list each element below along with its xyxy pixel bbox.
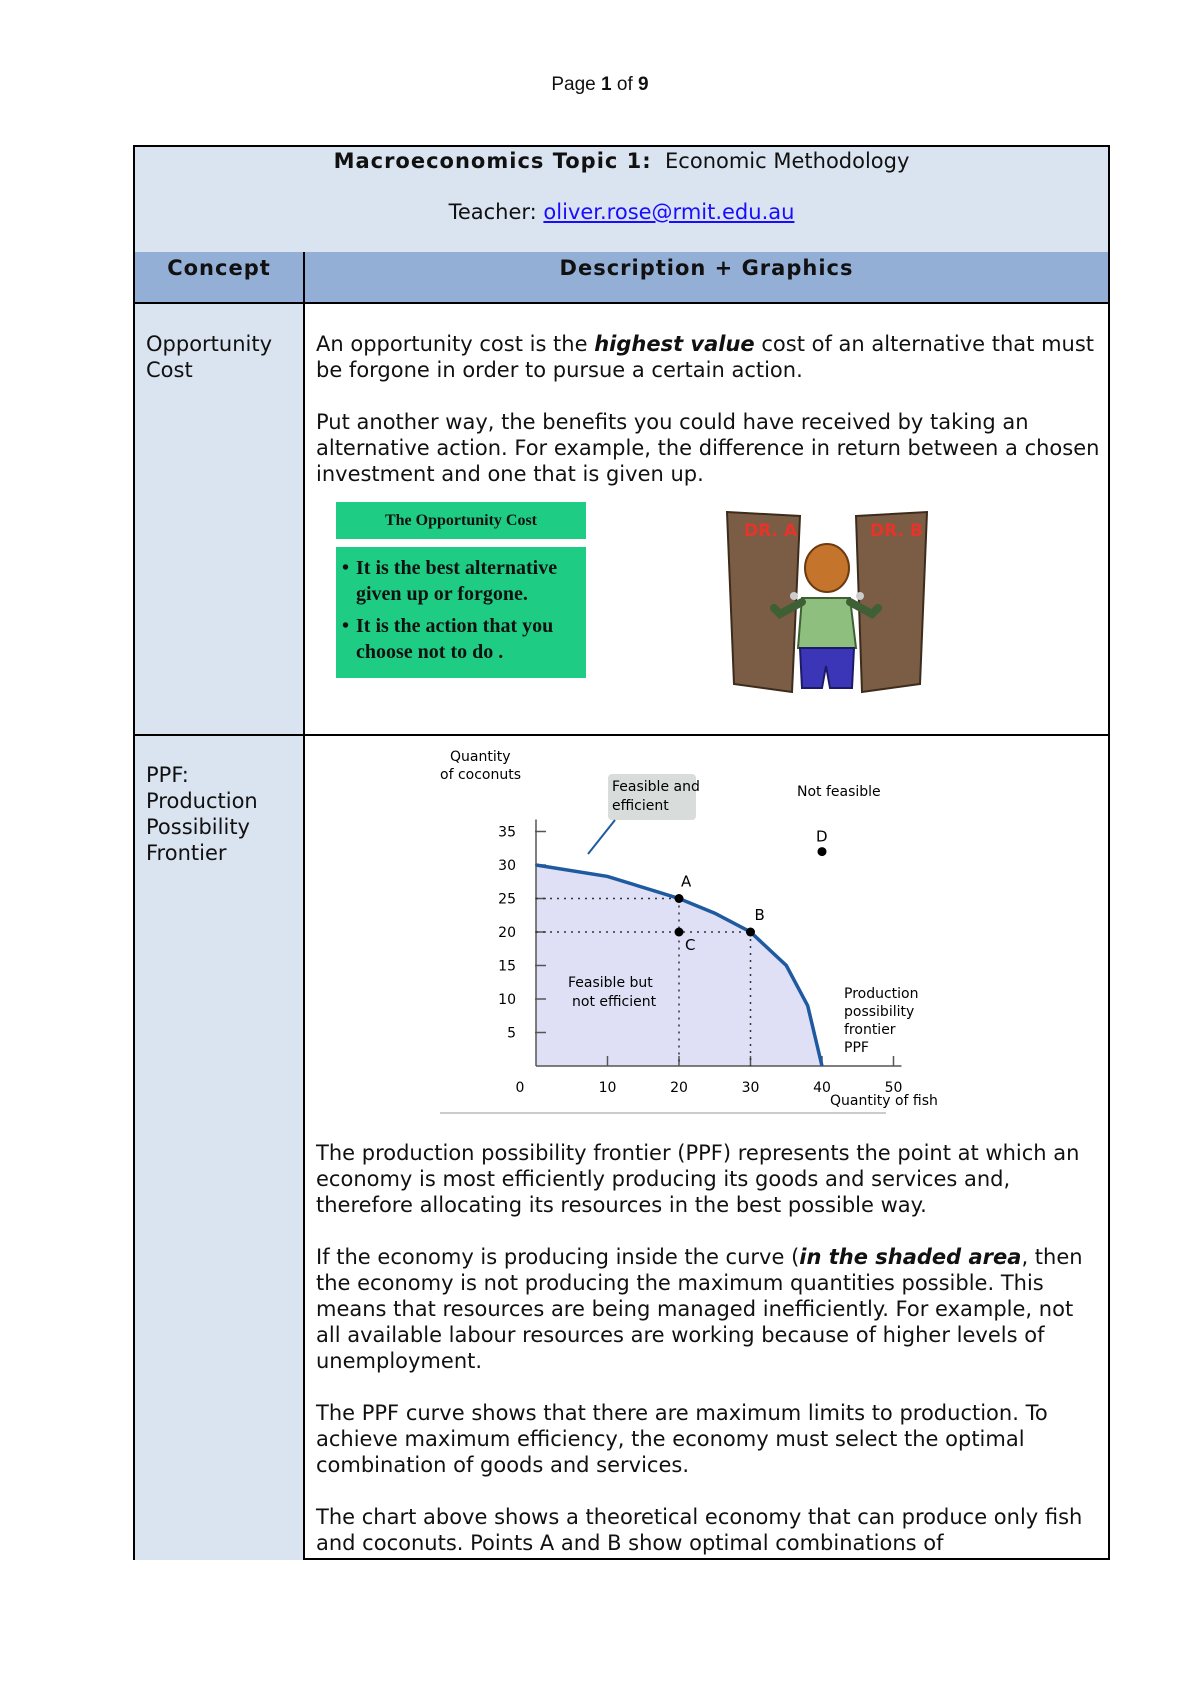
ppf-label-2: possibility [844, 1004, 915, 1020]
y-tick-label: 10 [498, 992, 516, 1008]
y-tick-label: 35 [498, 824, 516, 841]
point-b [746, 928, 755, 937]
description-opportunity-cost [316, 331, 1101, 513]
opportunity-cost-graphic-title: The Opportunity Cost [336, 502, 586, 539]
description-ppf [316, 1140, 1101, 1582]
x-tick-label: 50 [884, 1080, 903, 1096]
feasible-not-efficient-text-1: Feasible but [568, 975, 653, 991]
x-tick-label: 40 [813, 1080, 831, 1096]
y-tick-label: 20 [498, 925, 516, 941]
person-head [805, 544, 849, 592]
x-tick-label: 10 [598, 1080, 617, 1096]
concept-ppf: PPF: Production Possibility Frontier [146, 763, 258, 865]
opportunity-cost-graphic-body [336, 547, 586, 678]
x-tick-label: 30 [741, 1080, 760, 1096]
y-axis-label-line2: of coconuts [440, 767, 521, 783]
person-pants [800, 648, 854, 688]
opportunity-cost-definition: An opportunity cost is the highest value cost of an alternative that must be forgone in order to pursue a certain action. [316, 332, 1095, 382]
column-header-concept: Concept [135, 252, 303, 304]
feasible-efficient-text-1: Feasible and [612, 779, 700, 795]
ppf-definition: The production possibility frontier (PPF) represents the point at which an economy is most efficiently producing its goods and services and, therefore allocating its resources in the best possible way. [316, 1141, 1080, 1217]
concept-opportunity-cost: Opportunity Cost [146, 332, 273, 382]
row-divider [135, 734, 1108, 736]
point-label-c: C [685, 936, 696, 954]
ppf-label-4: PPF [844, 1040, 869, 1056]
not-feasible-label: Not feasible [797, 784, 881, 800]
door-a-label-dr: DR. A [744, 521, 798, 541]
y-tick-label: 30 [498, 858, 516, 874]
feasible-not-efficient-text-2: not efficient [572, 994, 657, 1010]
x-tick-label: 20 [670, 1080, 688, 1096]
y-tick-label: 25 [498, 891, 516, 908]
x-axis-label: Quantity of fish [830, 1093, 938, 1109]
column-divider [303, 252, 305, 1560]
concept-column-shading [135, 304, 303, 1560]
y-tick-label: 15 [498, 958, 516, 975]
y-tick-label: 5 [507, 1025, 516, 1042]
doctor-doors-cartoon [722, 506, 942, 696]
opportunity-cost-example: Put another way, the benefits you could have received by taking an alternative action. For example, the difference in return between a chosen investment and one that is given up. [316, 410, 1100, 486]
table-header [135, 147, 1108, 254]
point-label-a: A [681, 872, 692, 891]
x-tick-label: 0 [515, 1080, 525, 1096]
ppf-chart-explanation: The chart above shows a theoretical economy that can produce only fish and coconuts. Points A and B show optimal combinations of [316, 1505, 1083, 1555]
ppf-inefficiency: If the economy is producing inside the curve (in the shaded area, then the economy is not producing the maximum quantities possible. This means that resources are being managed inefficiently. For example, not all available labour resources are working because of higher levels of unemployment. [316, 1245, 1083, 1373]
teacher-email-link[interactable]: oliver.rose@rmit.edu.au [543, 200, 795, 224]
teacher-line: Teacher: oliver.rose@rmit.edu.au [448, 200, 795, 224]
point-d [818, 847, 827, 856]
topic-title: Macroeconomics Topic 1: Economic Methodology [333, 149, 910, 173]
point-c [675, 928, 684, 937]
graphic-bullet: • It is the action that you choose not to do . [342, 615, 554, 663]
door-a-knob [790, 592, 798, 600]
ppf-label-1: Production [844, 986, 919, 1002]
feasible-efficient-text-2: efficient [612, 798, 669, 814]
point-label-b: B [754, 906, 765, 924]
ppf-limits: The PPF curve shows that there are maximum limits to production. To achieve maximum efficiency, the economy must select the optimal combination of goods and services. [316, 1401, 1048, 1477]
callout-pointer [588, 820, 615, 854]
point-a [675, 894, 684, 903]
point-label-d: D [816, 827, 828, 846]
page-number: Page 1 of 9 [551, 74, 649, 95]
person-shirt [798, 598, 856, 648]
y-axis-label-line1: Quantity [450, 749, 511, 765]
door-b-label-dr: DR. B [870, 521, 923, 541]
ppf-chart [440, 748, 970, 1116]
column-header-description: Description + Graphics [305, 252, 1108, 304]
door-b-knob [856, 592, 864, 600]
ppf-label-3: frontier [844, 1022, 896, 1038]
opportunity-cost-graphic [336, 502, 586, 678]
graphic-bullet: • It is the best alternative given up or forgone. [342, 557, 558, 605]
